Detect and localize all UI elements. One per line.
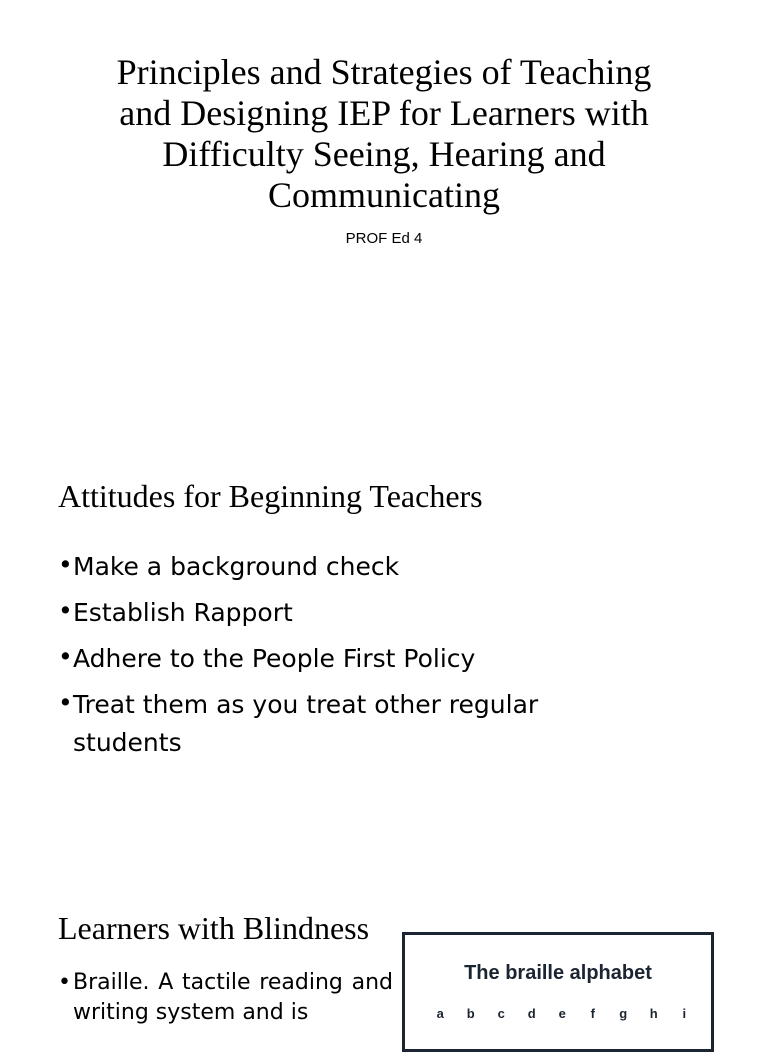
braille-letter: g xyxy=(619,1006,628,1021)
braille-bullet-text: • Braille. A tactile reading and writing system and is xyxy=(58,968,393,1028)
braille-letter: i xyxy=(682,1006,687,1021)
attitudes-list xyxy=(58,548,618,770)
list-item: • Establish Rapport xyxy=(58,594,618,632)
list-item: • Adhere to the People First Policy xyxy=(58,640,618,678)
braille-letter: a xyxy=(436,1006,444,1021)
slide-title xyxy=(0,0,768,460)
slide-heading-blindness: Learners with Blindness xyxy=(58,910,370,946)
braille-letter: f xyxy=(590,1006,595,1021)
list-item: • Treat them as you treat other regular students xyxy=(58,686,618,762)
braille-letter-row xyxy=(425,1006,700,1021)
slide-heading-attitudes: Attitudes for Beginning Teachers xyxy=(58,478,483,514)
presentation-title: Principles and Strategies of Teaching and Designing IEP for Learners with Difficulty Seeing, Hearing and Communicating xyxy=(116,52,652,215)
list-item: • Make a background check xyxy=(58,548,618,586)
braille-letter: e xyxy=(558,1006,566,1021)
braille-image-title: The braille alphabet xyxy=(464,962,652,984)
presentation-subtitle: PROF Ed 4 xyxy=(345,230,423,247)
braille-letter: h xyxy=(649,1006,658,1021)
slide-attitudes xyxy=(0,460,768,900)
braille-letter: d xyxy=(527,1006,536,1021)
braille-letter: b xyxy=(466,1006,475,1021)
braille-letter: c xyxy=(497,1006,505,1021)
braille-alphabet-image xyxy=(402,932,714,1052)
